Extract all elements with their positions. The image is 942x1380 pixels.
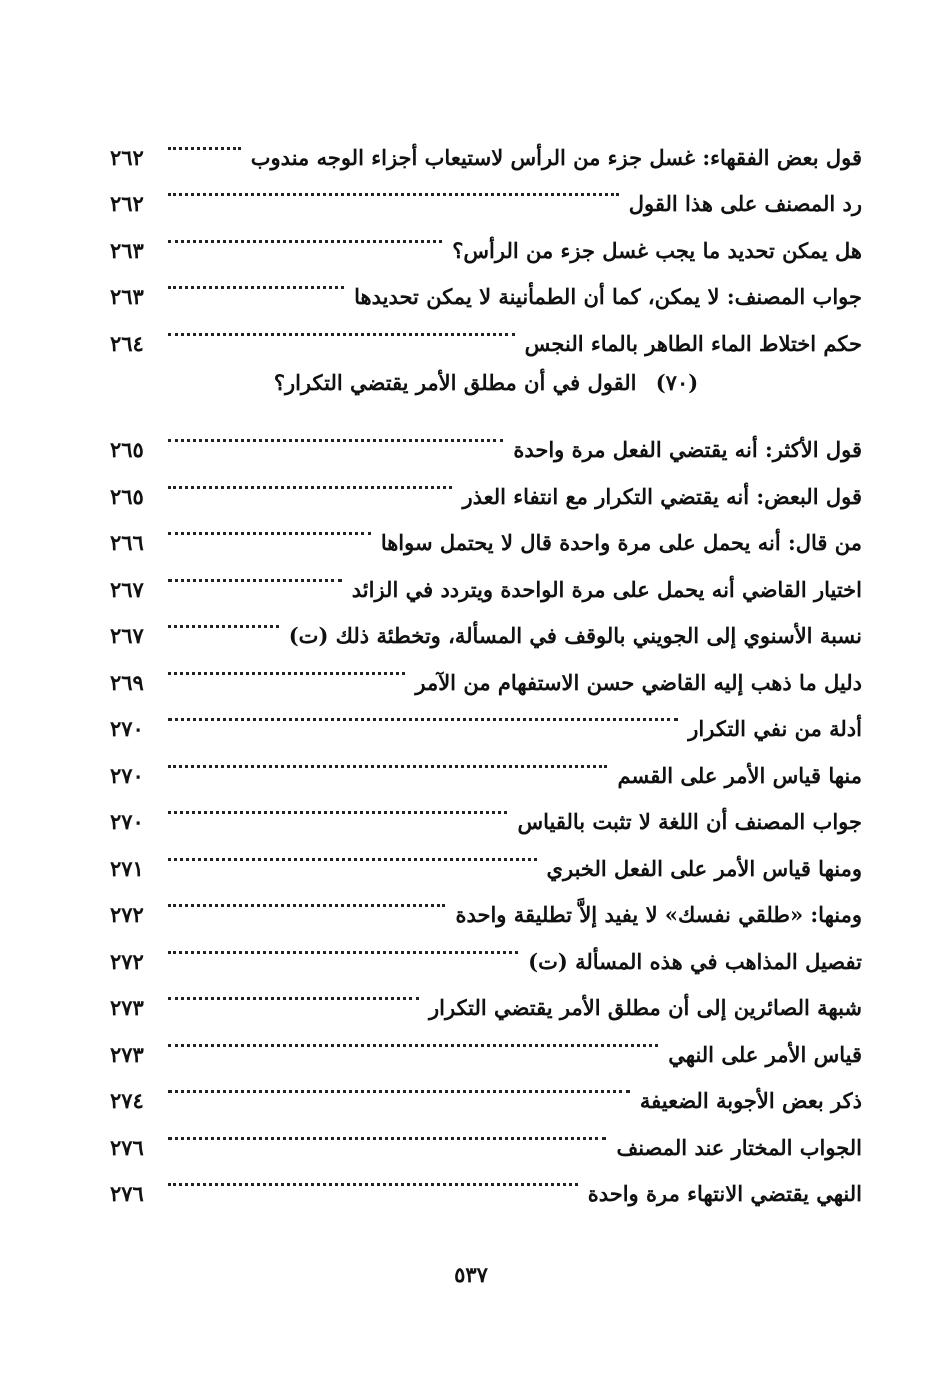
- dot-leader: [168, 876, 445, 923]
- toc-entry-page: ٢٦٥: [110, 437, 144, 462]
- toc-entry-title: اختيار القاضي أنه يحمل على مرة الواحدة ويتردد في الزائد: [351, 576, 862, 602]
- dot-leader: [168, 211, 442, 258]
- dot-leader: [168, 550, 342, 597]
- toc-entry-page: ٢٧٠: [110, 762, 144, 788]
- toc-entry-page: ٢٦٧: [110, 576, 144, 602]
- toc-entry-page: ٢٦٩: [110, 669, 144, 695]
- toc-entry-title: نسبة الأسنوي إلى الجويني بالوقف في المسألة، وتخطئة ذلك (ت): [288, 623, 862, 648]
- entries-after-section: [110, 411, 862, 1206]
- dot-leader: [168, 922, 518, 969]
- dot-leader: [168, 457, 452, 504]
- toc-entry-title: الجواب المختار عند المصنف: [616, 1134, 862, 1160]
- toc-entry-title: منها قياس الأمر على القسم: [617, 762, 862, 788]
- toc-entry-title: رد المصنف على هذا القول: [628, 191, 862, 216]
- toc-entry-page: ٢٦٥: [110, 483, 144, 509]
- dot-leader: [168, 736, 607, 783]
- toc-entry-page: ٢٧٠: [110, 809, 144, 834]
- toc-entry-page: ٢٦٣: [110, 237, 144, 263]
- toc-entry-title: قول بعض الفقهاء: غسل جزء من الرأس لاستيعاب أجزاء الوجه مندوب: [250, 144, 862, 170]
- table-of-contents: [110, 118, 862, 1206]
- toc-entry-title: دليل ما ذهب إليه القاضي حسن الاستفهام من الآمر: [415, 669, 862, 695]
- toc-entry-title: قياس الأمر على النهي: [668, 1041, 862, 1067]
- dot-leader: [168, 165, 619, 212]
- dot-leader: [168, 1015, 658, 1062]
- toc-entry-title: من قال: أنه يحمل على مرة واحدة قال لا يحتمل سواها: [380, 530, 862, 555]
- toc-entry-title: ومنها قياس الأمر على الفعل الخبري: [546, 855, 862, 881]
- toc-entry-title: قول البعض: أنه يقتضي التكرار مع انتفاء العذر: [462, 483, 862, 509]
- toc-entry-page: ٢٧٦: [110, 1134, 144, 1160]
- dot-leader: [168, 1155, 578, 1202]
- toc-entry-page: ٢٧٠: [110, 716, 144, 741]
- toc-entry-title: قول الأكثر: أنه يقتضي الفعل مرة واحدة: [513, 437, 862, 462]
- toc-entry: [110, 118, 862, 170]
- toc-entry-title: شبهة الصائرين إلى أن مطلق الأمر يقتضي التكرار: [429, 995, 862, 1020]
- dot-leader: [168, 829, 537, 876]
- dot-leader: [168, 504, 371, 551]
- toc-entry-title: أدلة من نفي التكرار: [688, 716, 862, 741]
- dot-leader: [168, 643, 405, 690]
- toc-entry-page: ٢٧٢: [110, 902, 144, 927]
- toc-entry-page: ٢٧٢: [110, 948, 144, 974]
- entries-before-section: [110, 118, 862, 356]
- toc-entry-page: ٢٦٧: [110, 623, 144, 648]
- toc-entry-title: تفصيل المذاهب في هذه المسألة (ت): [528, 948, 862, 974]
- toc-entry-page: ٢٦٢: [110, 144, 144, 170]
- toc-entry-title: جواب المصنف أن اللغة لا تثبت بالقياس: [517, 809, 862, 834]
- dot-leader: [168, 690, 678, 737]
- toc-entry-page: ٢٦٤: [110, 330, 144, 356]
- toc-entry-page: ٢٧٣: [110, 995, 144, 1020]
- dot-leader: [168, 304, 515, 351]
- dot-leader: [168, 969, 419, 1016]
- toc-entry-page: ٢٦٣: [110, 284, 144, 309]
- toc-entry-page: ٢٦٦: [110, 530, 144, 555]
- dot-leader: [168, 597, 279, 644]
- dot-leader: [168, 411, 503, 458]
- toc-entry-title: ذكر بعض الأجوبة الضعيفة: [639, 1088, 862, 1113]
- dot-leader: [168, 783, 507, 830]
- toc-entry-page: ٢٧٦: [110, 1181, 144, 1206]
- toc-entry-page: ٢٧١: [110, 855, 144, 881]
- toc-entry-page: ٢٧٤: [110, 1088, 144, 1113]
- dot-leader: [168, 258, 344, 305]
- toc-entry-title: حكم اختلاط الماء الطاهر بالماء النجس: [524, 330, 862, 356]
- dot-leader: [168, 1062, 630, 1109]
- toc-entry: [110, 411, 862, 462]
- toc-entry-title: النهي يقتضي الانتهاء مرة واحدة: [587, 1181, 862, 1206]
- dot-leader: [168, 118, 241, 165]
- toc-entry-page: ٢٦٢: [110, 191, 144, 216]
- toc-entry-title: ومنها: «طلقي نفسك» لا يفيد إلاَّ تطليقة واحدة: [455, 902, 862, 927]
- toc-entry-page: ٢٧٣: [110, 1041, 144, 1067]
- page-number-footer: ٥٣٧: [454, 1262, 488, 1287]
- section-title: القول في أن مطلق الأمر يقتضي التكرار؟: [273, 369, 637, 395]
- dot-leader: [168, 1108, 606, 1155]
- toc-entry-title: هل يمكن تحديد ما يجب غسل جزء من الرأس؟: [452, 237, 862, 263]
- section-number: (٧٠): [655, 369, 699, 395]
- toc-entry-title: جواب المصنف: لا يمكن، كما أن الطمأنينة لا يمكن تحديدها: [354, 284, 862, 309]
